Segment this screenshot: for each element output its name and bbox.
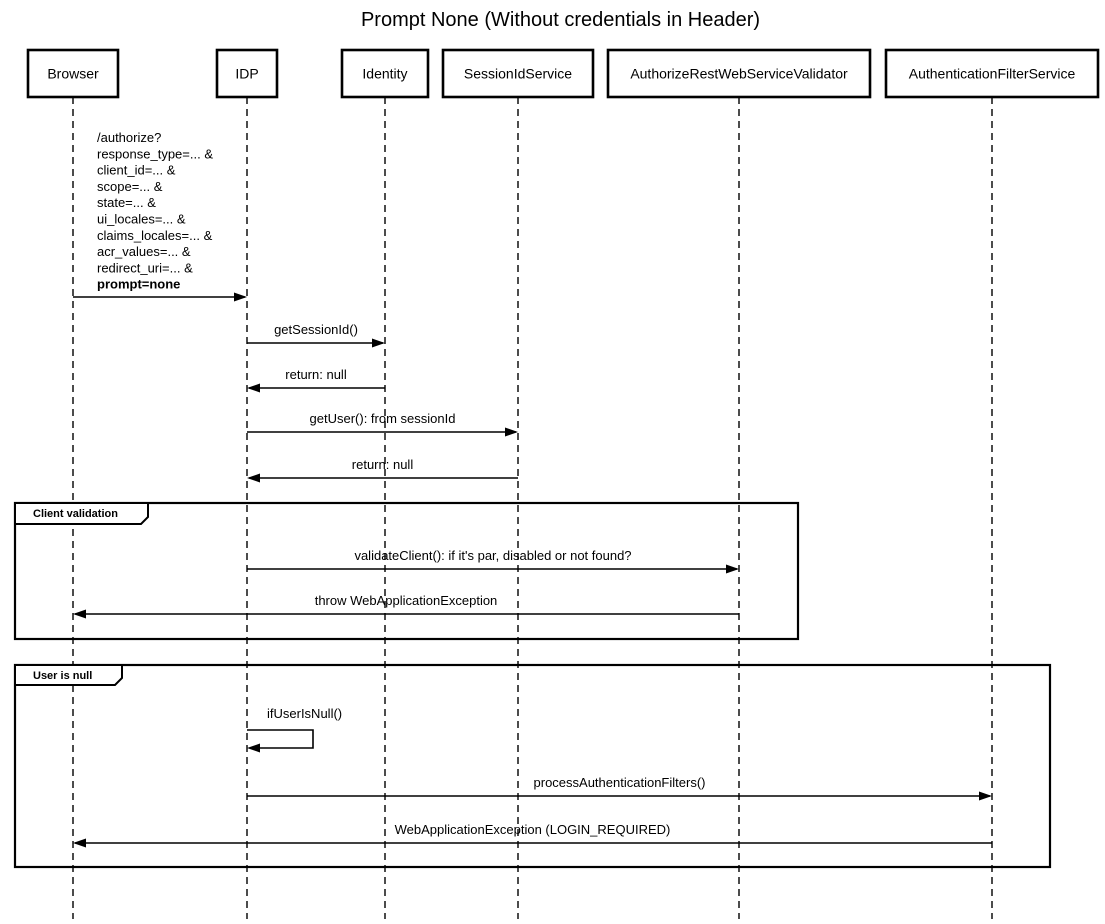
frame-label-client-validation: Client validation (33, 508, 118, 520)
message-7-label: throw WebApplicationException (314, 593, 498, 608)
message-5-label: return: null (351, 457, 414, 472)
message-1-arrowhead-icon (234, 293, 247, 302)
message-3-arrowhead-icon (247, 384, 260, 393)
diagram-title: Prompt None (Without credentials in Header) (360, 9, 761, 31)
message-9-label: processAuthenticationFilters() (533, 775, 706, 790)
message-6-arrowhead-icon (726, 565, 739, 574)
message-2-label: getSessionId() (274, 322, 358, 337)
participant-label-authorizerestwebservicevalidator: AuthorizeRestWebServiceValidator (630, 65, 848, 82)
message-10-label: WebApplicationException (LOGIN_REQUIRED) (394, 822, 671, 837)
message-8-label: ifUserIsNull() (267, 706, 343, 721)
message-7-arrowhead-icon (73, 610, 86, 619)
message-9-arrowhead-icon (979, 792, 992, 801)
message-4-arrowhead-icon (505, 428, 518, 437)
message-2-arrowhead-icon (372, 339, 385, 348)
participant-label-idp: IDP (235, 65, 259, 82)
participant-label-browser: Browser (47, 65, 99, 82)
message-10-arrowhead-icon (73, 839, 86, 848)
message-8-arrowhead-icon (247, 744, 260, 753)
message-3-label: return: null (285, 367, 347, 382)
message-5-arrowhead-icon (247, 474, 260, 483)
frame-label-user-is-null: User is null (33, 670, 93, 682)
participant-label-identity: Identity (362, 65, 408, 82)
message-4-label: getUser(): from sessionId (309, 411, 456, 426)
participant-label-sessionidservice: SessionIdService (463, 65, 573, 82)
message-1-label: /authorize? response_type=... & client_id=... & scope=... & state=... & ui_locales=... & claims_locales=... & acr_values=... & redirect_uri=... & prompt=none (97, 130, 213, 292)
participant-label-authenticationfilterservice: AuthenticationFilterService (908, 65, 1076, 82)
message-6-label: validateClient(): if it's par, disabled or not found? (354, 548, 632, 563)
